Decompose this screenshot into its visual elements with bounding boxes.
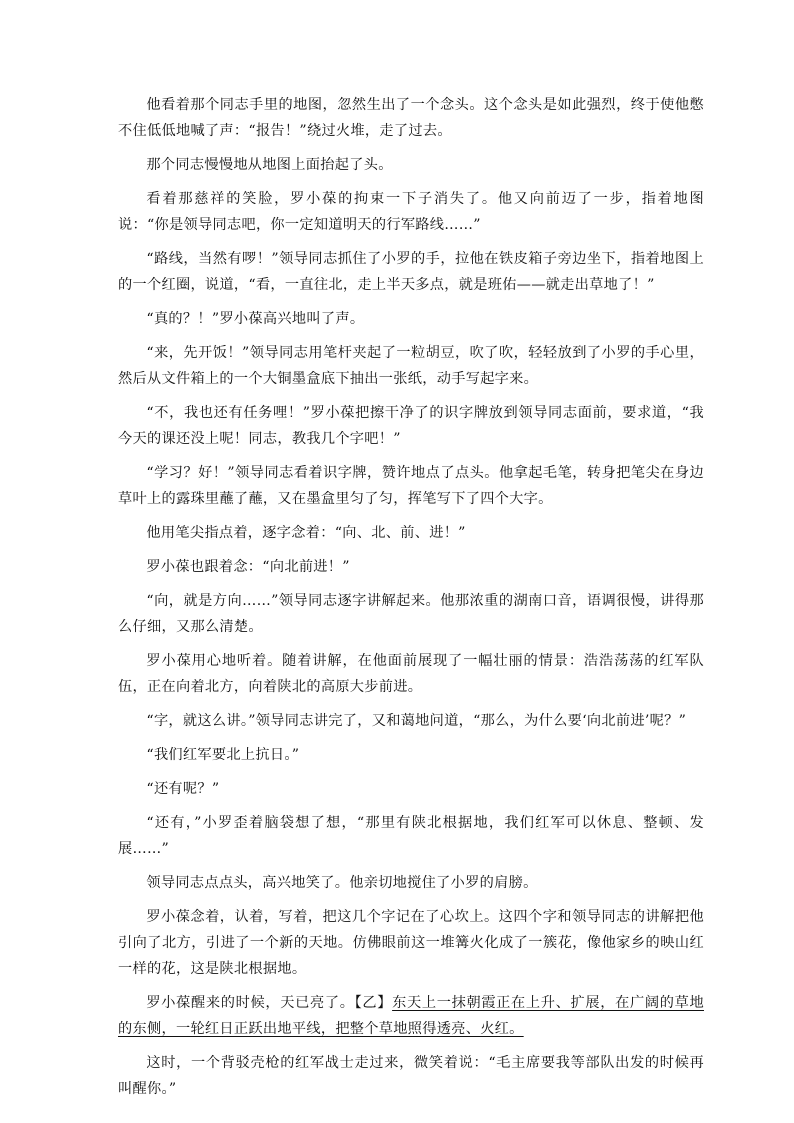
paragraph: 他看着那个同志手里的地图，忽然生出了一个念头。这个念头是如此强烈，终于使他憋不住低低地喊了声：“报告！”绕过火堆，走了过去。 — [118, 97, 704, 139]
paragraph: 那个同志慢慢地从地图上面抬起了头。 — [146, 157, 393, 173]
paragraph: “不，我也还有任务哩！”罗小葆把擦干净了的识字牌放到领导同志面前，要求道，“我今天的课还没上呢！同志，教我几个字吧！” — [118, 405, 704, 447]
paragraph: “向，就是方向……”领导同志逐字讲解起来。他那浓重的湖南口音，语调很慢，讲得那么仔细，又那么清楚。 — [118, 593, 704, 635]
paragraph: “学习？好！”领导同志看着识字牌，赞许地点了点头。他拿起毛笔，转身把笔尖在身边草叶上的露珠里蘸了蘸，又在墨盒里匀了匀，挥笔写下了四个大字。 — [118, 465, 704, 507]
story-text — [118, 92, 704, 1110]
marked-paragraph — [118, 990, 704, 1042]
paragraph: 罗小葆念着，认着，写着，把这几个字记在了心坎上。这四个字和领导同志的讲解把他引向了北方，引进了一个新的天地。仿佛眼前这一堆篝火化成了一簇花，像他家乡的映山红一样的花，这是陕北根据地。 — [118, 909, 704, 977]
paragraph: 看着那慈祥的笑脸，罗小葆的拘束一下子消失了。他又向前迈了一步，指着地图说：“你是领导同志吧，你一定知道明天的行军路线……” — [118, 191, 704, 233]
paragraph: “来，先开饭！”领导同志用笔杆夹起了一粒胡豆，吹了吹，轻轻放到了小罗的手心里，然后从文件箱上的一个大铜墨盒底下抽出一张纸，动手写起字来。 — [118, 345, 704, 387]
paragraph: 他用笔尖指点着，逐字念着：“向、北、前、进！” — [146, 525, 466, 541]
paragraph: “路线，当然有啰！”领导同志抓住了小罗的手，拉他在铁皮箱子旁边坐下，指着地图上的一个红圈，说道，“看，一直往北，走上半天多点，就是班佑——就走出草地了！” — [118, 251, 704, 293]
paragraph: 这时，一个背驳壳枪的红军战士走过来，微笑着说：“毛主席要我等部队出发的时候再叫醒你。” — [118, 1055, 704, 1097]
paragraph-prefix: 罗小葆醒来的时候，天已亮了。 — [146, 995, 355, 1011]
passage-marker: 【乙】 — [354, 995, 393, 1011]
paragraph: “真的？！”罗小葆高兴地叫了声。 — [146, 311, 365, 327]
paragraph: 领导同志点点头，高兴地笑了。他亲切地搅住了小罗的肩膀。 — [146, 875, 538, 891]
paragraph: 罗小葆也跟着念：“向北前进！” — [146, 559, 350, 575]
paragraph: “还有呢？” — [146, 781, 220, 797]
paragraph: 罗小葆用心地听着。随着讲解，在他面前展现了一幅壮丽的情景：浩浩荡荡的红军队伍，正在向着北方，向着陕北的高原大步前进。 — [118, 653, 704, 695]
underlined-sentence: 东天上一抹朝霞正在上升、扩展，在广阔的草地的东侧，一轮红日正跃出地平线，把整个草地照得透亮、火红。 — [118, 995, 704, 1037]
paragraph: “我们红军要北上抗日。” — [146, 747, 300, 763]
paragraph: “还有，”小罗歪着脑袋想了想，“那里有陕北根据地，我们红军可以休息、整顿、发展……” — [118, 815, 704, 857]
paragraph: “字，就这么讲。”领导同志讲完了，又和蔼地问道，“那么，为什么要‘向北前进’呢？” — [146, 713, 687, 729]
